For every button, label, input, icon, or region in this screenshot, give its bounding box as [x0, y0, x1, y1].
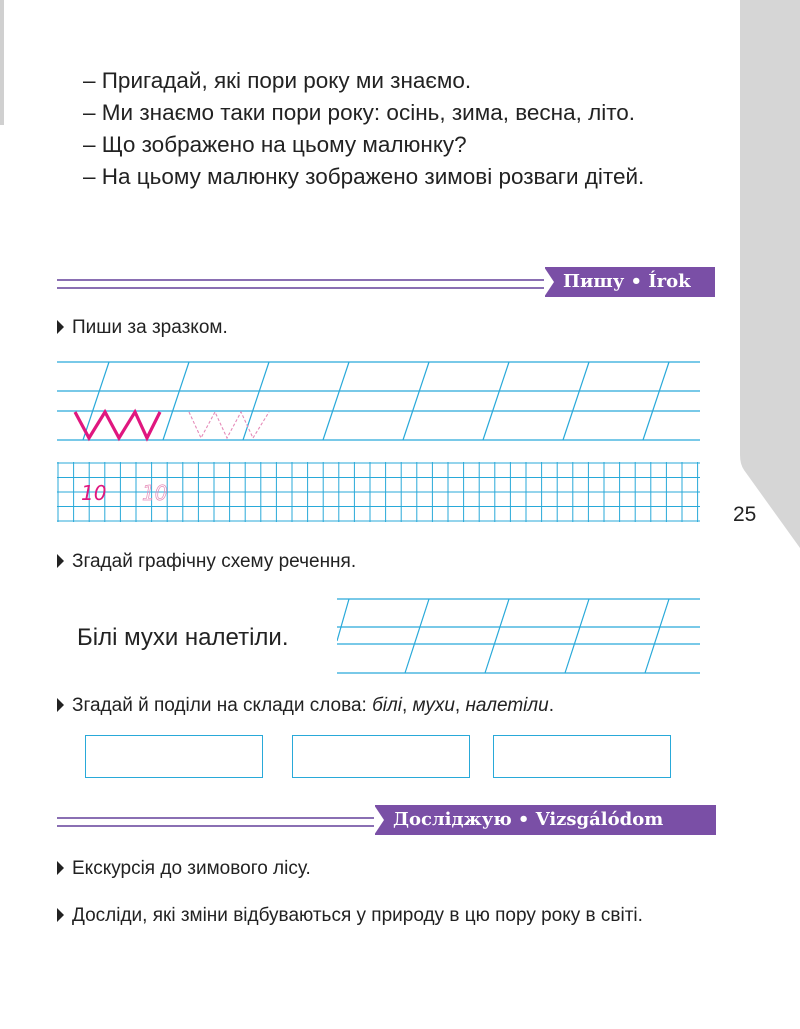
syllable-box-2[interactable]: [292, 735, 470, 778]
bullet-arrow-icon: [57, 861, 64, 875]
task-sentence-scheme: Згадай графічну схему речення.: [57, 551, 356, 573]
dialog-line-2: – Ми знаємо таки пори року: осінь, зима, весна, літо.: [83, 100, 636, 125]
dialog-line-3: – Що зображено на цьому малюнку?: [83, 132, 467, 157]
syllable-box-3[interactable]: [493, 735, 671, 778]
dialog-line-4: – На цьому малюнку зображено зимові розваги дітей.: [83, 164, 645, 189]
task-excursion: Екскурсія до зимового лісу.: [57, 858, 311, 880]
task-syllables: Згадай й поділи на склади слова: білі, мухи, налетіли.: [57, 695, 554, 717]
page-edge-marker: [0, 0, 4, 125]
section-divider-write: [57, 279, 552, 289]
syllable-box-1[interactable]: [85, 735, 263, 778]
bullet-arrow-icon: [57, 908, 64, 922]
digits-trace: 10: [142, 481, 168, 505]
bullet-arrow-icon: [57, 698, 64, 712]
page-number: 25: [733, 503, 757, 526]
bullet-arrow-icon: [57, 554, 64, 568]
dialog-line-1: – Пригадай, які пори року ми знаємо.: [83, 68, 472, 93]
section-header-explore: Досліджую • Vizsgálódom: [375, 805, 716, 835]
grid-copybook: [57, 462, 700, 522]
slanted-line-copybook: [57, 360, 700, 442]
bullet-arrow-icon: [57, 320, 64, 334]
task-copy-sample: Пиши за зразком.: [57, 317, 228, 339]
dialog-text: [57, 65, 700, 193]
zigzag-trace: [189, 412, 269, 438]
digits-sample: 10: [81, 481, 107, 505]
section-divider-explore: [57, 817, 379, 827]
sentence-text: Білі мухи налетіли.: [77, 624, 289, 651]
section-header-write: Пишу • Írok: [545, 267, 715, 297]
sentence-scheme-lines[interactable]: [337, 596, 700, 676]
task-research: Досліди, які зміни відбуваються у природу в цю пору року в світі.: [57, 903, 707, 929]
side-tab: [740, 0, 800, 560]
